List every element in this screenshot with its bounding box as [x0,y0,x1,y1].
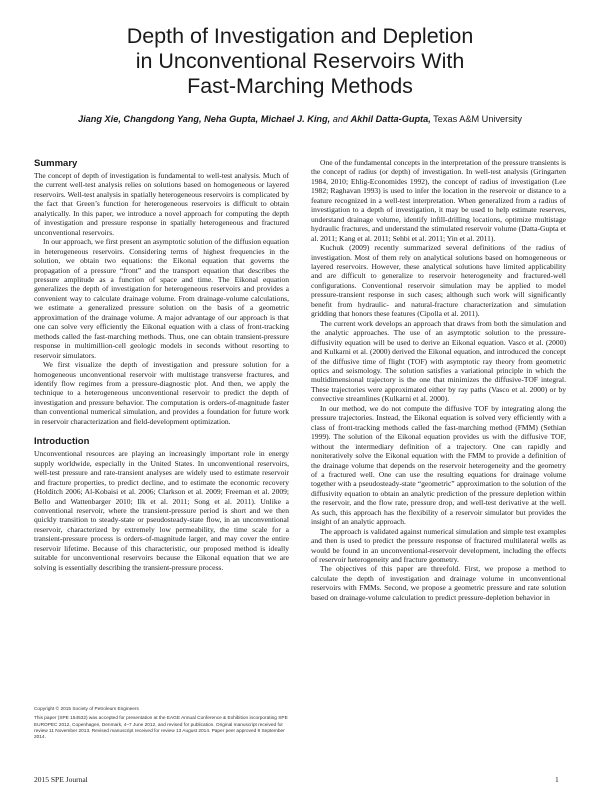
body-paragraph: Kuchuk (2009) recently summarized several definitions of the radius of investigation. Most of them rely on analytical solutions based on homogeneous or layered reservoirs. However, these analytical solutions have limited applicability and are difficult to generalize to reservoir heterogeneity and fractured-well configurations. Conventional reservoir simulation may be applied to model pressure-transient response in such cases; although such work will significantly benefit from hydraulic- and natural-fracture characterization and simulation gridding that honors these features (Cipolla et al. 2011). [311,243,566,319]
body-paragraph: The current work develops an approach that draws from both the simulation and the analytic approaches. The use of an asymptotic solution to the pressure-diffusivity equation will be used to derive an Eikonal equation. Vasco et al. (2000) and Kulkarni et al. (2000) derived the Eikonal equation, and introduced the concept of the diffusive time of flight (TOF) with asymptotic ray theory from geometric optics and seismology. The solution satisfies a variational principle in which the multidimensional trajectory is the one that minimizes the diffusive-TOF integral. These trajectories were approximated either by ray paths (Vasco et al. 2000) or by convective streamlines (Kulkarni et al. 2000). [311,318,566,404]
paper-title [40,24,560,99]
footnote [34,707,289,744]
body-paragraph: The objectives of this paper are threefold. First, we propose a method to calculate the depth of investigation and drainage volume in unconventional reservoirs with FMMs. Second, we propose a geometric pressure and rate solution based on drainage-volume calculation to predict pressure-depletion behavior in [311,564,566,602]
affiliation: Texas A&M University [433,114,523,124]
page-number: 1 [555,775,559,784]
journal-footer: 2015 SPE Journal [34,775,88,784]
title-line-2: in Unconventional Reservoirs With [135,49,465,73]
author-line [20,114,580,124]
copyright-note: Copyright © 2015 Society of Petroleum Engineers [34,707,139,712]
author-conjunction: and [332,114,349,124]
title-line-3: Fast-Marching Methods [187,74,413,98]
last-author: Akhil Datta-Gupta, [350,114,431,124]
author-names: Jiang Xie, Changdong Yang, Neha Gupta, Michael J. King, [77,114,331,124]
body-paragraph: The approach is validated against numerical simulation and simple test examples and then is used to predict the pressure response of fractured multilateral wells as would be found in an unconventional-reservoir development, including the effects of reservoir heterogeneity and fracture geometry. [311,526,566,565]
summary-paragraph: We first visualize the depth of investigation and pressure solution for a homogeneous unconventional reservoir with multistage transverse fractures, and identify flow regimes from a pressure-diagnostic plot. And then, we apply the technique to a heterogeneous unconventional reservoir to predict the depth of investigation and pressure behavior. The computation is orders-of-magnitude faster than conventional numerical simulation, and provides a foundation for future work in reservoir characterization and field-development optimization. [34,360,289,426]
left-column [34,158,289,572]
body-paragraph: One of the fundamental concepts in the interpretation of the pressure transients is the concept of radius (or depth) of investigation. In well-test analysis (Gringarten 1984, 2010; Ehlig-Economides 1992), the concept of radius of investigation (Lee 1982; Raghavan 1993) is used to infer the location in the reservoir or distance to a feature recognized in a well-test interpretation. When generalized from a radius of investigation to a depth of investigation, it may be used to help estimate reserves, understand drainage volume, identify infill-drilling locations, optimize multistage hydraulic fractures, and understand the stimulated reservoir volume (Datta-Gupta et al. 2011; Kang et al. 2011; Sehbi et al. 2011; Yin et al. 2011). [311,158,566,243]
summary-paragraph: In our approach, we first present an asymptotic solution of the diffusion equation in heterogeneous reservoirs. Considering terms of highest frequencies in the solution, we obtain two equations: the Eikonal equation that governs the propagation of a pressure “front” and the transport equation that describes the pressure amplitude as a function of space and time. The Eikonal equation generalizes the depth of investigation for heterogeneous reservoirs and provides a convenient way to calculate drainage volume. From drainage-volume calculations, we estimate a generalized pressure solution on the basis of a geometric approximation of the drainage volume. A major advantage of our approach is that one can solve very efficiently the Eikonal equation with a class of front-tracking methods called the fast-marching methods. Thus, one can obtain transient-pressure response in multimillion-cell geologic models in seconds without resorting to reservoir simulators. [34,237,289,360]
body-paragraph: In our method, we do not compute the diffusive TOF by integrating along the pressure trajectories. Instead, the Eikonal equation is solved very efficiently with a class of front-tracking methods called the fast-marching method (FMM) (Sethian 1999). The solution of the Eikonal equation provides us with the diffusive TOF, without the intermediary definition of a trajectory. One can rapidly and noniteratively solve the Eikonal equation with the FMM to provide a definition of the drainage volume that depends on the reservoir heterogeneity and the geometry of a fractured well. One can use the resulting equations for drainage volume together with a pseudosteady-state “geometric” approximation to the solution of the diffusivity equation to obtain an analytic prediction of the pressure depletion within the reservoir, and the flow rate, pressure drop, and well-test derivative at the well. As such, this approach has the flexibility of a reservoir simulator but provides the insight of an analytic approach. [311,403,566,527]
introduction-heading: Introduction [34,436,90,448]
manuscript-history: This paper (SPE 154532) was accepted for presentation at the EAGE Annual Conference & Exhibition incorporating SPE EUROPEC 2012, Copenhagen, Denmark, 4–7 June 2012, and revised for publication. Original manuscript received for review 11 November 2013. Revised manuscript received for review 13 August 2014. Paper peer approved 9 September 2014. [34,716,288,741]
summary-paragraph: The concept of depth of investigation is fundamental to well-test analysis. Much of the current well-test analysis relies on solutions based on homogeneous or layered reservoirs. Well-test analysis in spatially heterogeneous reservoirs is complicated by the fact that Green’s function for heterogeneous reservoirs is difficult to obtain analytically. In this paper, we introduce a novel approach for computing the depth of investigation and pressure response in spatially heterogeneous and fractured unconventional reservoirs. [34,171,289,237]
introduction-paragraph: Unconventional resources are playing an increasingly important role in energy supply worldwide, especially in the United States. In unconventional reservoirs, well-test pressure and rate-transient analyses are widely used to estimate reservoir and fracture properties, to predict decline, and to estimate the economic recovery (Holditch 2006; Al-Kobaisi et al. 2006; Clarkson et al. 2009; Freeman et al. 2009; Bello and Wattenbarger 2010; Ilk et al. 2011; Song et al. 2011). Unlike a conventional reservoir, where the transient-pressure period is short and we then quickly transition to steady-state or pseudosteady-state flow, in an unconventional reservoir, characterized by extremely low permeability, the time scale for a transient-pressure process is orders-of-magnitude larger, and may cover the entire reservoir lifetime. Because of this characteristic, our proposed method is ideally suitable for unconventional reservoirs because the Eikonal equation that we are solving is essentially describing the transient-pressure process. [34,449,289,572]
right-column [311,158,566,602]
summary-heading: Summary [34,158,78,169]
title-line-1: Depth of Investigation and Depletion [126,24,474,48]
